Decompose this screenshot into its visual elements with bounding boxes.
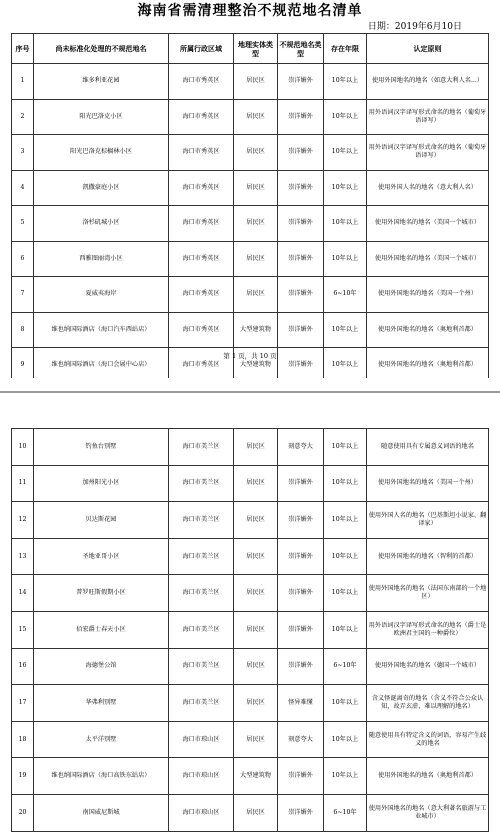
cell-no: 10 xyxy=(12,429,34,466)
table-header-row xyxy=(12,34,489,64)
cell-region: 海口市美兰区 xyxy=(169,429,234,466)
cell-name: 凯撒豪庭小区 xyxy=(34,170,169,206)
cell-type: 居民区 xyxy=(234,502,278,539)
cell-rule: 含义怪诞离奇的地名（含义不符合公众认知，故弄玄虚，难以理解的地名） xyxy=(367,685,489,722)
cell-region: 海口市美兰区 xyxy=(169,685,234,722)
table-row xyxy=(12,502,489,539)
cell-name: 洛杉矶城小区 xyxy=(34,206,169,242)
header-entity-type: 地理实体类型 xyxy=(234,34,278,64)
cell-type: 居民区 xyxy=(234,465,278,502)
cell-type: 居民区 xyxy=(234,135,278,171)
cell-name: 维多利亚花园 xyxy=(34,64,169,100)
cell-irr: 崇洋媚外 xyxy=(278,648,324,685)
cell-no: 8 xyxy=(12,312,34,348)
cell-type: 居民区 xyxy=(234,99,278,135)
cell-rule: 使用外国地名的地名（如意大利人名...） xyxy=(367,64,489,100)
cell-years: 10年以上 xyxy=(324,721,367,758)
table-row xyxy=(12,135,489,171)
cell-no: 4 xyxy=(12,170,34,206)
cell-rule: 使用外国地名的地名（意大利著名旅游与工业城市） xyxy=(367,794,489,831)
cell-no: 17 xyxy=(12,685,34,722)
cell-years: 10年以上 xyxy=(324,465,367,502)
cell-region: 海口市美兰区 xyxy=(169,575,234,612)
cell-rule: 使用外国地名的地名（美国一个州） xyxy=(367,465,489,502)
cell-irr: 刻意夸大 xyxy=(278,721,324,758)
cell-rule: 随意使用具有专属意义词语的地名 xyxy=(367,429,489,466)
place-name-table-continued xyxy=(11,428,489,832)
cell-years: 10年以上 xyxy=(324,241,367,277)
cell-region: 海口市美兰区 xyxy=(169,465,234,502)
cell-years: 6~10年 xyxy=(324,648,367,685)
cell-rule: 使用外国地名的地名（美国一个州） xyxy=(367,277,489,313)
cell-region: 海口市琼山区 xyxy=(169,794,234,831)
cell-region: 海口市美兰区 xyxy=(169,502,234,539)
cell-name: 夏威夷海岸 xyxy=(34,277,169,313)
cell-years: 10年以上 xyxy=(324,99,367,135)
cell-irr: 崇洋媚外 xyxy=(278,502,324,539)
cell-years: 10年以上 xyxy=(324,758,367,795)
cell-irr: 崇洋媚外 xyxy=(278,794,324,831)
cell-region: 海口市琼山区 xyxy=(169,721,234,758)
cell-region: 海口市秀英区 xyxy=(169,99,234,135)
page-footer: 第 1 页，共 10 页 xyxy=(223,352,277,360)
cell-irr: 崇洋媚外 xyxy=(278,312,324,348)
cell-no: 6 xyxy=(12,241,34,277)
cell-no: 16 xyxy=(12,648,34,685)
cell-type: 居民区 xyxy=(234,721,278,758)
document-page-2 xyxy=(0,428,500,820)
cell-years: 10年以上 xyxy=(324,502,367,539)
cell-type: 居民区 xyxy=(234,611,278,648)
cell-irr: 崇洋媚外 xyxy=(278,170,324,206)
cell-type: 居民区 xyxy=(234,685,278,722)
cell-no: 1 xyxy=(12,64,34,100)
cell-type: 居民区 xyxy=(234,277,278,313)
cell-type: 居民区 xyxy=(234,241,278,277)
cell-region: 海口市秀英区 xyxy=(169,64,234,100)
cell-irr: 崇洋媚外 xyxy=(278,538,324,575)
cell-region: 海口市美兰区 xyxy=(169,611,234,648)
table-row xyxy=(12,465,489,502)
cell-no: 2 xyxy=(12,99,34,135)
cell-region: 海口市秀英区 xyxy=(169,312,234,348)
cell-type: 大型建筑物 xyxy=(234,758,278,795)
table-row xyxy=(12,575,489,612)
cell-rule: 使用外国人名的地名（意大利人名） xyxy=(367,170,489,206)
cell-type: 居民区 xyxy=(234,429,278,466)
cell-no: 18 xyxy=(12,721,34,758)
cell-irr: 崇洋媚外 xyxy=(278,611,324,648)
table-row xyxy=(12,170,489,206)
document-page-1 xyxy=(0,0,500,378)
table-row xyxy=(12,277,489,313)
cell-region: 海口市秀英区 xyxy=(169,206,234,242)
cell-irr: 崇洋媚外 xyxy=(278,465,324,502)
table-row xyxy=(12,794,489,831)
cell-region: 海口市秀英区 xyxy=(169,135,234,171)
table-row xyxy=(12,429,489,466)
cell-name: 华弗利别墅 xyxy=(34,685,169,722)
cell-name: 维也纳国际酒店（海口汽车西站店） xyxy=(34,312,169,348)
header-irregular-type: 不规范地名类型 xyxy=(278,34,324,64)
cell-irr: 崇洋媚外 xyxy=(278,348,324,384)
cell-no: 13 xyxy=(12,538,34,575)
cell-irr: 崇洋媚外 xyxy=(278,575,324,612)
cell-region: 海口市秀英区 xyxy=(169,277,234,313)
header-no: 序号 xyxy=(12,34,34,64)
cell-irr: 崇洋媚外 xyxy=(278,99,324,135)
cell-years: 10年以上 xyxy=(324,538,367,575)
cell-rule: 使用外国地名的地名（奥地利首都） xyxy=(367,348,489,384)
cell-name: 佰宏爵士春天小区 xyxy=(34,611,169,648)
cell-years: 10年以上 xyxy=(324,312,367,348)
cell-rule: 使用外国地名的地名（美国一个城市） xyxy=(367,241,489,277)
document-title: 海南省需清理整治不规范地名清单 xyxy=(137,3,363,19)
cell-type: 居民区 xyxy=(234,794,278,831)
cell-years: 10年以上 xyxy=(324,575,367,612)
cell-irr: 怪异难懂 xyxy=(278,685,324,722)
cell-name: 太平洋别墅 xyxy=(34,721,169,758)
cell-type: 居民区 xyxy=(234,170,278,206)
cell-rule: 使用外国地名的地名（智利的首都） xyxy=(367,538,489,575)
place-name-table xyxy=(11,33,489,384)
cell-name: 阳光巴洛克棕榈林小区 xyxy=(34,135,169,171)
cell-rule: 用外语词汉字译写形式命名的地名（葡萄牙语译写） xyxy=(367,135,489,171)
header-rule: 认定原则 xyxy=(367,34,489,64)
cell-name: 维也纳国际酒店（海口会展中心店） xyxy=(34,348,169,384)
table-row xyxy=(12,64,489,100)
table-row xyxy=(12,538,489,575)
cell-region: 海口市琼山区 xyxy=(169,758,234,795)
cell-years: 10年以上 xyxy=(324,685,367,722)
table-row xyxy=(12,648,489,685)
page-gap xyxy=(0,378,500,428)
cell-no: 11 xyxy=(12,465,34,502)
cell-no: 14 xyxy=(12,575,34,612)
cell-no: 3 xyxy=(12,135,34,171)
cell-type: 居民区 xyxy=(234,206,278,242)
cell-rule: 使用外国地名的地名（法国东南部的一个地区） xyxy=(367,575,489,612)
header-years: 存在年限 xyxy=(324,34,367,64)
cell-rule: 使用外国地名的地名（德国一个城市） xyxy=(367,648,489,685)
table-row xyxy=(12,721,489,758)
cell-rule: 使用外国人名的地名（巴基斯坦小说家、翻译家） xyxy=(367,502,489,539)
cell-no: 5 xyxy=(12,206,34,242)
cell-region: 海口市美兰区 xyxy=(169,538,234,575)
cell-irr: 崇洋媚外 xyxy=(278,135,324,171)
table-row xyxy=(12,99,489,135)
cell-irr: 崇洋媚外 xyxy=(278,241,324,277)
cell-years: 10年以上 xyxy=(324,206,367,242)
cell-type: 居民区 xyxy=(234,538,278,575)
cell-rule: 使用外国地名的地名（奥地利首都） xyxy=(367,312,489,348)
cell-type: 大型建筑物 xyxy=(234,348,278,384)
cell-type: 大型建筑物 xyxy=(234,312,278,348)
cell-years: 10年以上 xyxy=(324,64,367,100)
cell-name: 南国威尼斯城 xyxy=(34,794,169,831)
table-row xyxy=(12,312,489,348)
table-row xyxy=(12,241,489,277)
header-region: 所属行政区域 xyxy=(169,34,234,64)
cell-name: 维也纳国际酒店（海口高铁东站店） xyxy=(34,758,169,795)
cell-rule: 用外语词汉字译写形式命名的地名（葡萄牙语译写） xyxy=(367,99,489,135)
cell-no: 20 xyxy=(12,794,34,831)
document-date: 日期：2019年6月10日 xyxy=(367,22,462,32)
cell-region: 海口市秀英区 xyxy=(169,348,234,384)
cell-type: 居民区 xyxy=(234,575,278,612)
cell-no: 15 xyxy=(12,611,34,648)
cell-name: 加州阳光小区 xyxy=(34,465,169,502)
cell-years: 10年以上 xyxy=(324,348,367,384)
cell-name: 贝达斯花园 xyxy=(34,502,169,539)
cell-irr: 崇洋媚外 xyxy=(278,64,324,100)
cell-years: 10年以上 xyxy=(324,429,367,466)
cell-name: 圣地亚哥小区 xyxy=(34,538,169,575)
cell-no: 7 xyxy=(12,277,34,313)
cell-years: 6~10年 xyxy=(324,277,367,313)
cell-region: 海口市秀英区 xyxy=(169,241,234,277)
cell-name: 普罗旺斯假期小区 xyxy=(34,575,169,612)
cell-irr: 崇洋媚外 xyxy=(278,206,324,242)
cell-name: 钓鱼台别墅 xyxy=(34,429,169,466)
cell-rule: 用外语词汉字译写形式命名的地名（爵士是欧洲君主国的一种爵位） xyxy=(367,611,489,648)
cell-irr: 崇洋媚外 xyxy=(278,277,324,313)
cell-years: 10年以上 xyxy=(324,170,367,206)
table-row xyxy=(12,206,489,242)
cell-years: 10年以上 xyxy=(324,611,367,648)
cell-name: 西雅图丽湾小区 xyxy=(34,241,169,277)
page-separator xyxy=(0,391,500,393)
cell-years: 6~10年 xyxy=(324,794,367,831)
table-row xyxy=(12,758,489,795)
cell-irr: 崇洋媚外 xyxy=(278,758,324,795)
cell-region: 海口市美兰区 xyxy=(169,648,234,685)
table-row xyxy=(12,611,489,648)
cell-region: 海口市秀英区 xyxy=(169,170,234,206)
header-name: 尚未标准化处理的不规范地名 xyxy=(34,34,169,64)
cell-rule: 使用外国地名的地名（美国一个城市） xyxy=(367,206,489,242)
table-row xyxy=(12,685,489,722)
cell-name: 阳光巴洛克小区 xyxy=(34,99,169,135)
cell-no: 9 xyxy=(12,348,34,384)
cell-rule: 随意使用具有特定含义的词语，容易产生歧义的地名 xyxy=(367,721,489,758)
cell-years: 10年以上 xyxy=(324,135,367,171)
cell-no: 19 xyxy=(12,758,34,795)
cell-rule: 使用外国地名的地名（奥地利首都） xyxy=(367,758,489,795)
cell-no: 12 xyxy=(12,502,34,539)
cell-type: 居民区 xyxy=(234,648,278,685)
cell-name: 海德堡公馆 xyxy=(34,648,169,685)
cell-irr: 刻意夸大 xyxy=(278,429,324,466)
cell-type: 居民区 xyxy=(234,64,278,100)
